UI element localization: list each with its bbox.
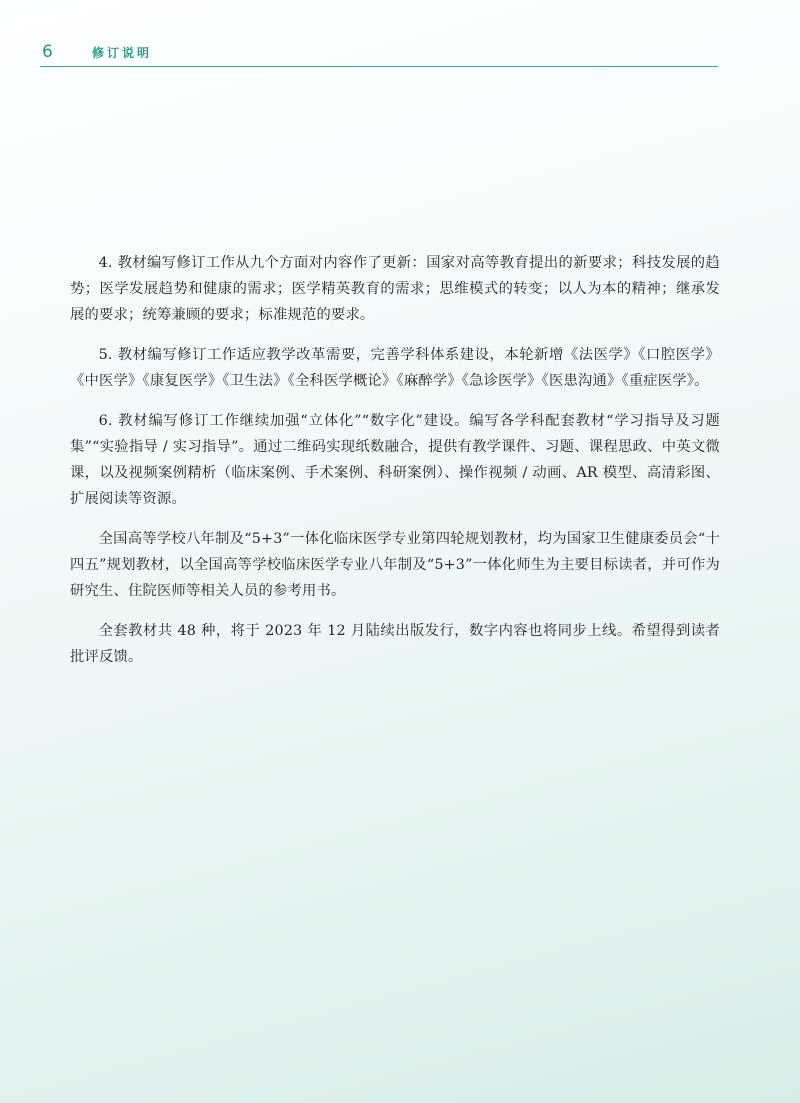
running-header: [40, 40, 718, 67]
page-number: 6: [42, 42, 53, 62]
paragraph-publication: 全套教材共 48 种，将于 2023 年 12 月陆续出版发行，数字内容也将同步上线。希望得到读者批评反馈。: [70, 623, 720, 665]
paragraph-update-aspects: 4. 教材编写修订工作从九个方面对内容作了更新：国家对高等教育提出的新要求；科技发展的趋势；医学发展趋势和健康的需求；医学精英教育的需求；思维模式的转变；以人为本的精神；继承发展的要求；统筹兼顾的要求；标准规范的要求。: [70, 255, 720, 323]
paragraph-digital-resources: 6. 教材编写修订工作继续加强“立体化”“数字化”建设。编写各学科配套教材“学习指导及习题集”“实验指导 / 实习指导”。通过二维码实现纸数融合，提供有教学课件、习题、课程思政、中英文微课，以及视频案例精析（临床案例、手术案例、科研案例）、操作视频 / 动画、AR 模型、高清彩图、扩展阅读等资源。: [70, 413, 720, 507]
section-title: 修订说明: [92, 46, 153, 60]
paragraph-new-subjects: 5. 教材编写修订工作适应教学改革需要，完善学科体系建设，本轮新增《法医学》《口腔医学》《中医学》《康复医学》《卫生法》《全科医学概论》《麻醉学》《急诊医学》《医患沟通》《重症医学》。: [70, 347, 720, 389]
paragraph-target-readers: 全国高等学校八年制及“5+3”一体化临床医学专业第四轮规划教材，均为国家卫生健康委员会“十四五”规划教材，以全国高等学校临床医学专业八年制及“5+3”一体化师生为主要目标读者，并可作为研究生、住院医师等相关人员的参考用书。: [70, 531, 720, 599]
body-text: [70, 250, 720, 684]
